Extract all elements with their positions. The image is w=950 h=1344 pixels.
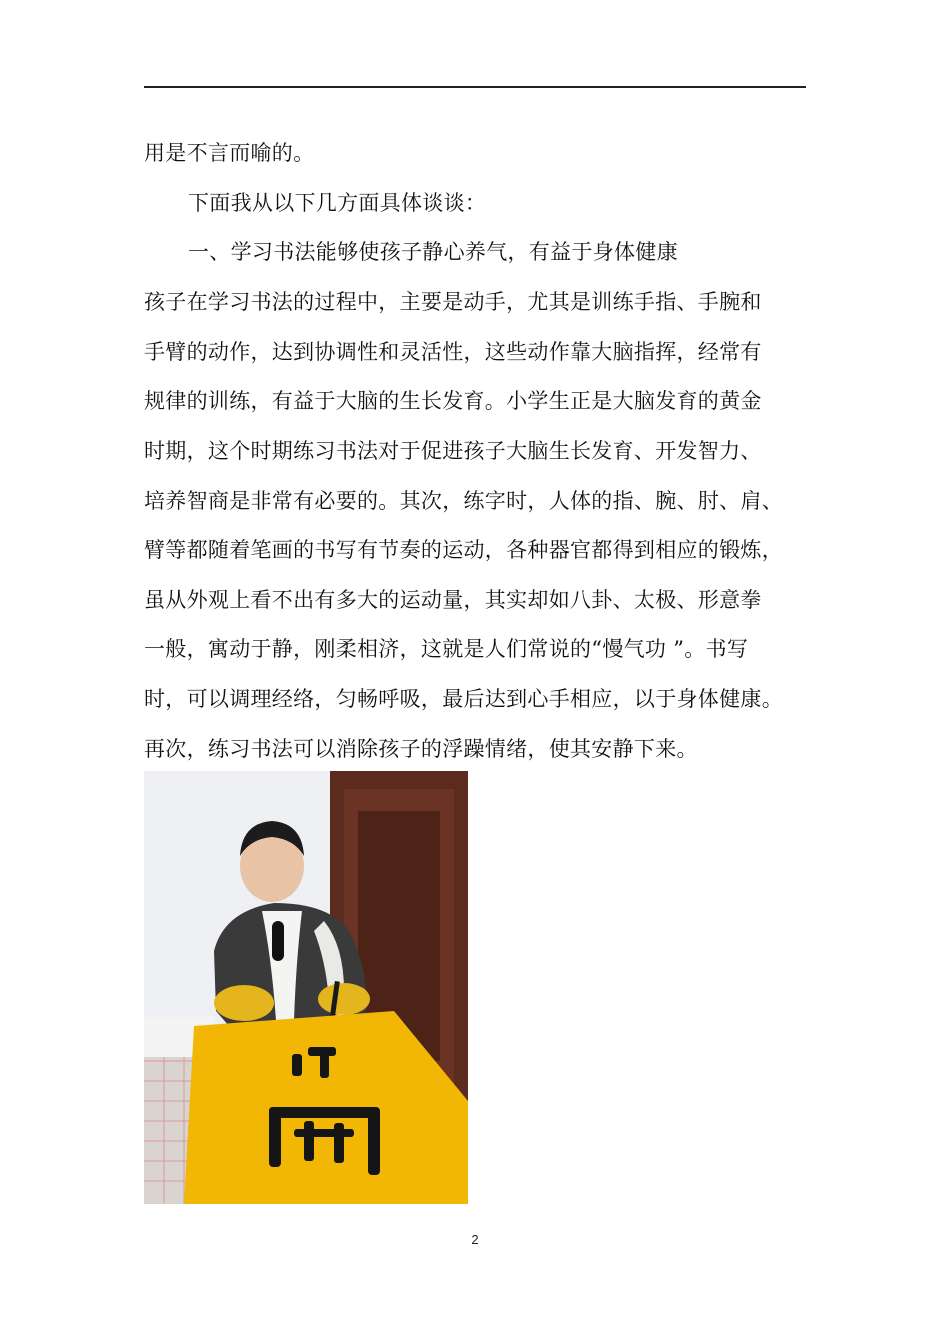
text-line-10: 虽从外观上看不出有多大的运动量，其实却如八卦、太极、形意拳 (144, 588, 762, 612)
child-writing-calligraphy-image (144, 771, 468, 1204)
text-line-1: 用是不言而喻的。 (144, 141, 315, 165)
text-line-8: 培养智商是非常有必要的。其次，练字时，人体的指、腕、肘、肩、 (144, 489, 783, 513)
calligraphy-photo (144, 771, 468, 1204)
header-rule (144, 86, 806, 88)
text-line-2: 下面我从以下几方面具体谈谈： (188, 191, 487, 215)
text-line-5: 手臂的动作，达到协调性和灵活性，这些动作靠大脑指挥，经常有 (144, 340, 762, 364)
section-heading-1: 一、学习书法能够使孩子静心养气，有益于身体健康 (188, 240, 678, 264)
text-line-13: 再次，练习书法可以消除孩子的浮躁情绪，使其安静下来。 (144, 737, 698, 761)
text-line-9: 臂等都随着笔画的书写有节奏的运动，各种器官都得到相应的锻炼， (144, 538, 783, 562)
text-line-4: 孩子在学习书法的过程中，主要是动手，尤其是训练手指、手腕和 (144, 290, 762, 314)
page-number: 2 (471, 1232, 479, 1247)
text-line-12: 时，可以调理经络，匀畅呼吸，最后达到心手相应，以于身体健康。 (144, 687, 783, 711)
text-line-6: 规律的训练，有益于大脑的生长发育。小学生正是大脑发育的黄金 (144, 389, 762, 413)
text-line-7: 时期，这个时期练习书法对于促进孩子大脑生长发育、开发智力、 (144, 439, 762, 463)
text-line-11: 一般，寓动于静，刚柔相济，这就是人们常说的“慢气功 ”。书写 (144, 637, 749, 661)
